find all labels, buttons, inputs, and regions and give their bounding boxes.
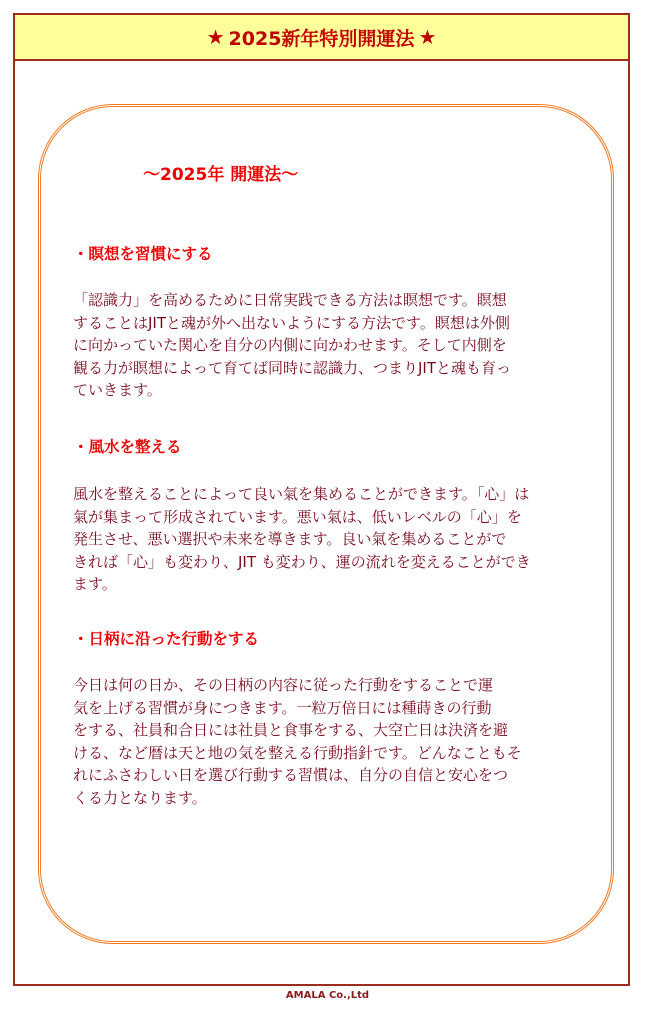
section-heading-meditation: ・瞑想を習慣にする bbox=[73, 245, 213, 263]
star-icon-right: ★ bbox=[418, 25, 437, 49]
section-heading-calendar: ・日柄に沿った行動をする bbox=[73, 630, 260, 648]
star-icon-left: ★ bbox=[206, 25, 225, 49]
section-body-calendar: 今日は何の日か、その日柄の内容に従った行動をすることで運 気を上げる習慣が身につきます。一粒万倍日には種蒔きの行動 をする、社員和合日には社員と食事をする、大空亡日は決済を避 ける、など暦は天と地の気を整える行動指針です。どんなこともそ れにふさわしい日を選び行動する習慣は、自分の自信と安心をつ くる力となります。 bbox=[73, 676, 522, 807]
header-banner bbox=[13, 13, 630, 61]
box-title: ～2025年 開運法～ bbox=[143, 165, 299, 185]
section-heading-fengshui: ・風水を整える bbox=[73, 438, 182, 456]
section-body-fengshui: 風水を整えることによって良い氣を集めることができます。「心」は 氣が集まって形成されています。悪い氣は、低いレベルの「心」を 発生させ、悪い選択や未来を導きます。良い氣を集めることがで きれば「心」も変わり、JIT も変わり、運の流れを変えることができ ます。 bbox=[73, 485, 531, 593]
section-body-meditation: 「認識力」を高めるために日常実践できる方法は瞑想です。瞑想 することはJITと魂が外へ出ないようにする方法です。瞑想は外側 に向かっていた関心を自分の内側に向かわせます。そして内側を 観る力が瞑想によって育てば同時に認識力、つまりJITと魂も育っ ていきます。 bbox=[73, 291, 512, 399]
page-title: 2025新年特別開運法 bbox=[228, 27, 415, 50]
company-credit: AMALA Co.,Ltd bbox=[285, 990, 370, 1001]
